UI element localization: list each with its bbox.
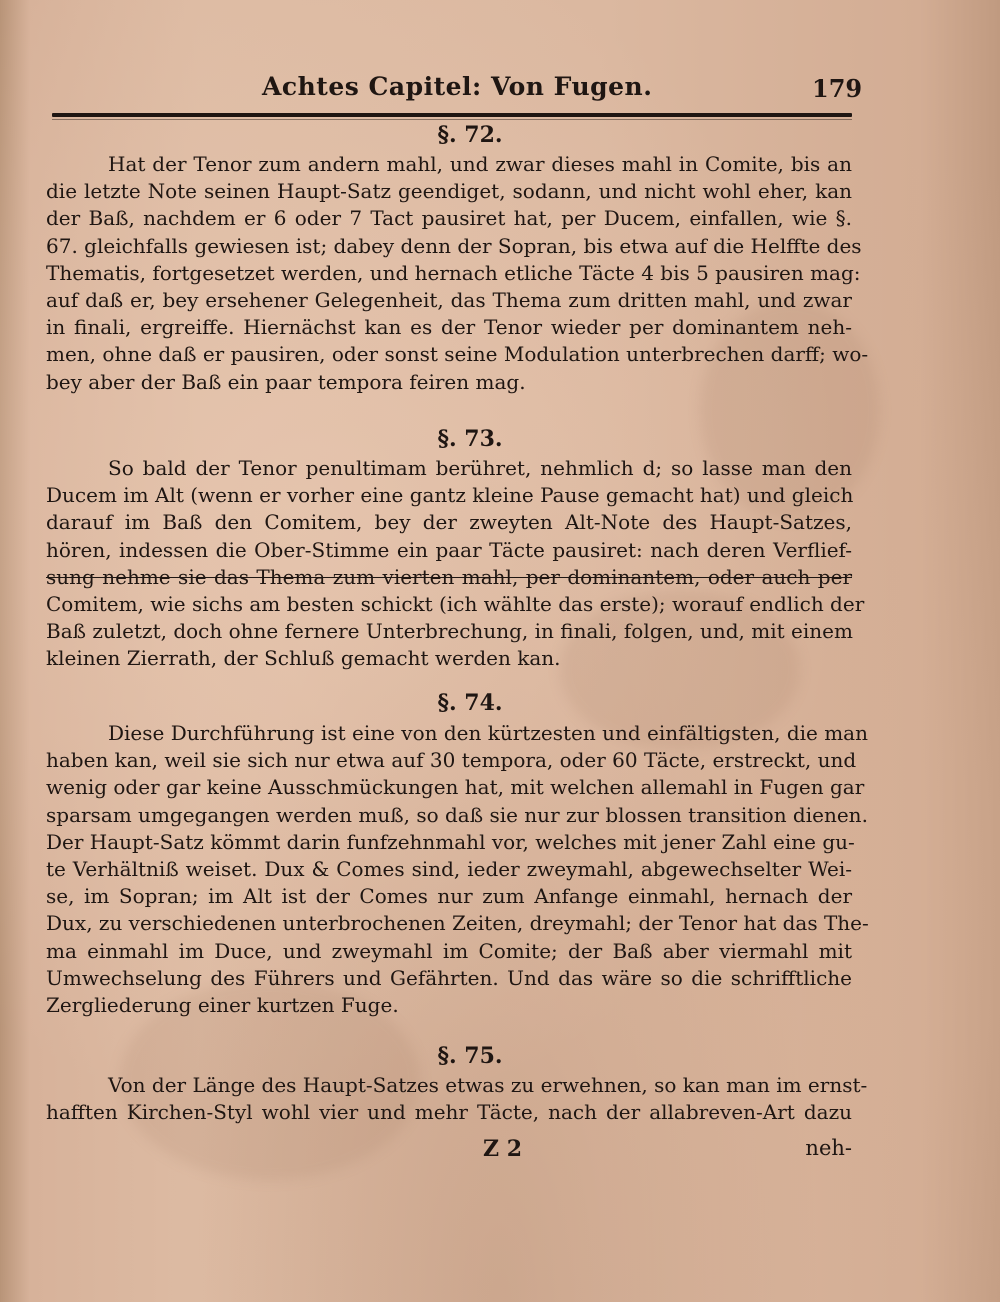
section-heading: §. 75. — [437, 1043, 503, 1069]
running-head: Achtes Capitel: Von Fugen. — [262, 72, 653, 101]
page-footer — [46, 1136, 852, 1166]
text-line: Thematis, fortgesetzet werden, und hernach etliche Täcte 4 bis 5 pausiren mag: — [46, 260, 861, 285]
text-line: Der Haupt-Satz kömmt darin funfzehnmahl vor, welches mit jener Zahl eine gu- — [46, 829, 855, 854]
text-line: die letzte Note seinen Haupt-Satz geendiget, sodann, und nicht wohl eher, kan — [46, 179, 852, 204]
text-line: Hat der Tenor zum andern mahl, und zwar dieses mahl in Comite, bis an — [108, 152, 852, 176]
text-line: se, im Sopran; im Alt ist der Comes nur zum Anfange einmahl, hernach der — [46, 884, 852, 909]
text-line: men, ohne daß er pausiren, oder sonst seine Modulation unterbrechen darff; wo- — [46, 342, 869, 367]
text-line: 67. gleichfalls gewiesen ist; dabey denn der Sopran, bis etwa auf die Helffte des — [46, 233, 862, 258]
text-line: Umwechselung des Führers und Gefährten. Und das wäre so die schrifftliche — [46, 965, 852, 990]
paragraph — [46, 151, 869, 396]
text-line: in finali, ergreiffe. Hiernächst kan es der Tenor wieder per dominantem neh- — [46, 315, 852, 340]
text-line: Diese Durchführung ist eine von den kürtzesten und einfältigsten, die man — [108, 721, 868, 745]
section-heading: §. 72. — [437, 122, 503, 148]
text-line: hafften Kirchen-Styl wohl vier und mehr Täcte, nach der allabreven-Art dazu — [46, 1100, 852, 1125]
page-header — [0, 72, 1000, 108]
text-line: darauf im Baß den Comitem, bey der zweyten Alt-Note des Haupt-Satzes, — [46, 510, 852, 535]
text-line: hören, indessen die Ober-Stimme ein paar Täcte pausiret: nach deren Verflief- — [46, 537, 852, 562]
text-line: der Baß, nachdem er 6 oder 7 Tact pausiret hat, per Ducem, einfallen, wie §. — [46, 206, 852, 231]
text-line: Zergliederung einer kurtzen Fuge. — [46, 992, 399, 1017]
paragraph — [46, 720, 869, 1019]
text-line: Comitem, wie sichs am besten schickt (ich wählte das erste); worauf endlich der — [46, 591, 865, 616]
text-line: Dux, zu verschiedenen unterbrochenen Zeiten, dreymahl; der Tenor hat das The- — [46, 911, 869, 936]
header-rule — [52, 113, 852, 117]
signature-mark: Z 2 — [483, 1136, 523, 1162]
text-line: ma einmahl im Duce, und zweymahl im Comite; der Baß aber viermahl mit — [46, 938, 852, 963]
text-line: sparsam umgegangen werden muß, so daß sie nur zur blossen transition dienen. — [46, 802, 868, 827]
paragraph — [46, 1072, 868, 1126]
paragraph — [46, 455, 865, 673]
text-line: auf daß er, bey ersehener Gelegenheit, das Thema zum dritten mahl, und zwar — [46, 287, 852, 312]
text-line: Von der Länge des Haupt-Satzes etwas zu erwehnen, so kan man im ernst- — [108, 1073, 868, 1097]
section-heading: §. 73. — [437, 426, 503, 452]
text-line: sung nehme sie das Thema zum vierten mahl, per dominantem, oder auch per — [46, 564, 852, 589]
catchword: neh- — [805, 1136, 852, 1160]
text-line: Ducem im Alt (wenn er vorher eine gantz kleine Pause gemacht hat) und gleich — [46, 483, 854, 508]
text-line: haben kan, weil sie sich nur etwa auf 30 tempora, oder 60 Täcte, erstreckt, und — [46, 748, 857, 773]
text-line: kleinen Zierrath, der Schluß gemacht werden kan. — [46, 646, 561, 671]
section-heading: §. 74. — [437, 690, 503, 716]
header-rule-thin — [52, 119, 852, 120]
text-line: Baß zuletzt, doch ohne fernere Unterbrechung, in finali, folgen, und, mit einem — [46, 619, 853, 644]
text-line: wenig oder gar keine Ausschmückungen hat, mit welchen allemahl in Fugen gar — [46, 775, 865, 800]
page-number: 179 — [812, 74, 863, 103]
text-line: te Verhältniß weiset. Dux & Comes sind, ieder zweymahl, abgewechselter Wei- — [46, 856, 852, 881]
text-line: bey aber der Baß ein paar tempora feiren mag. — [46, 369, 526, 394]
text-line: So bald der Tenor penultimam berühret, nehmlich d; so lasse man den — [108, 456, 852, 480]
